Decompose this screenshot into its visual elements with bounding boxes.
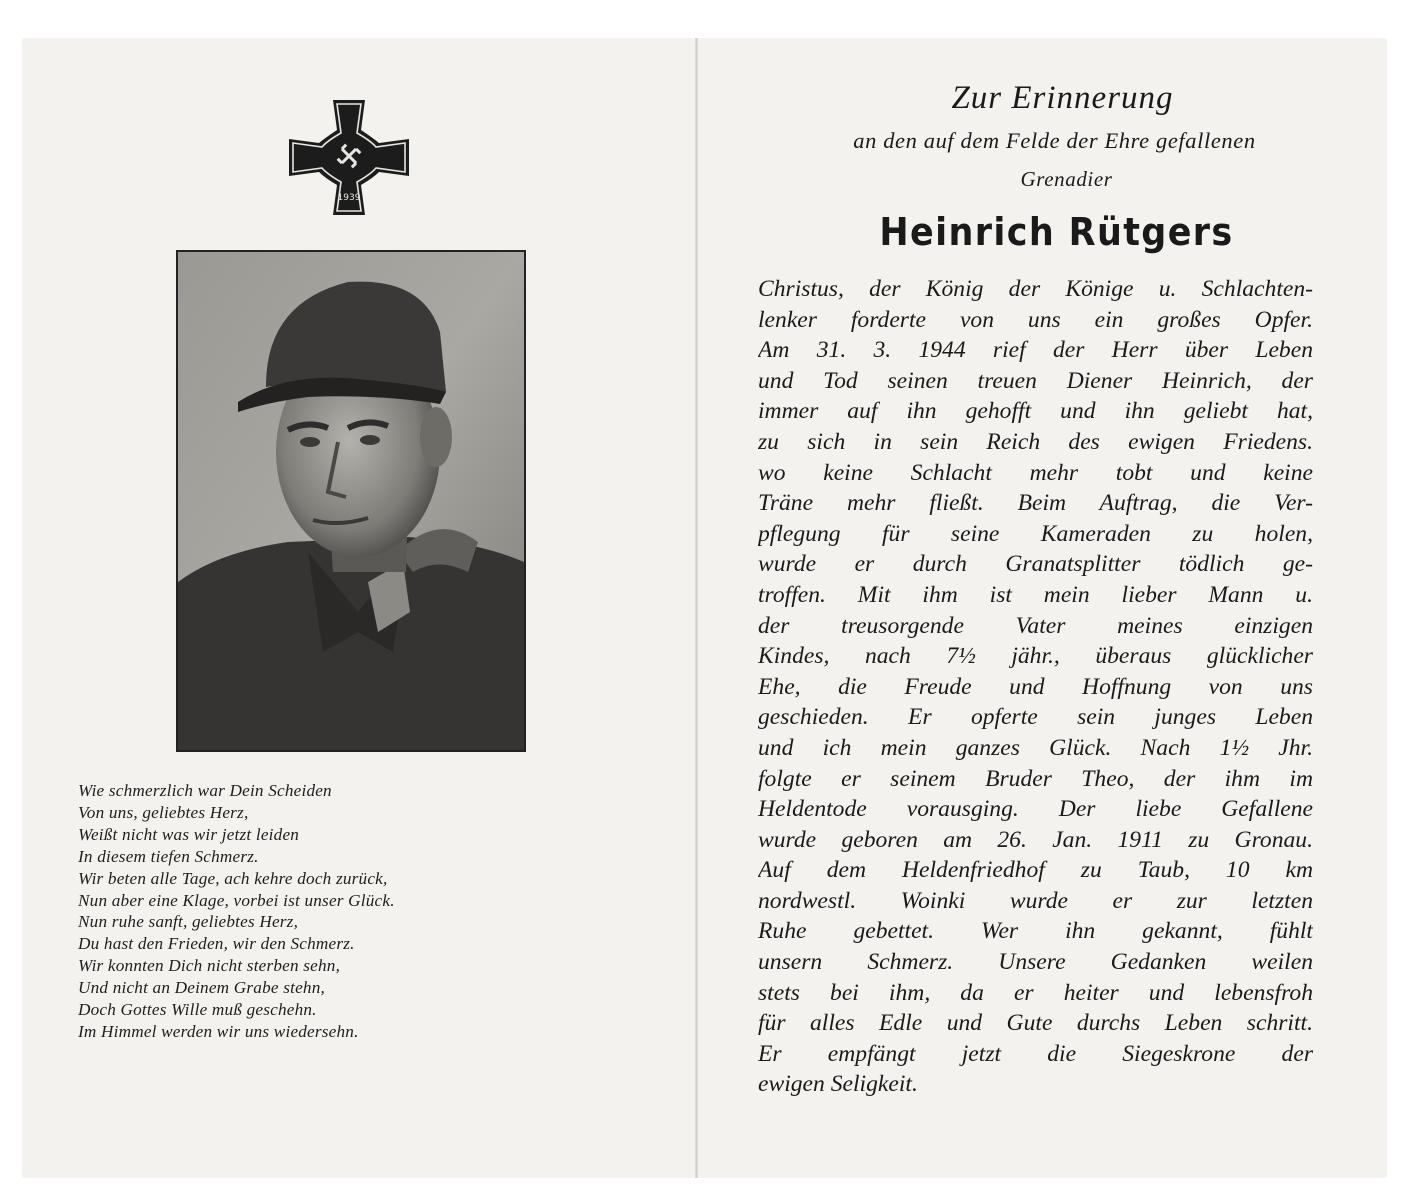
obituary-line: und ich mein ganzes Glück. Nach 1½ Jhr. xyxy=(758,734,1313,761)
poem-line: Weißt nicht was wir jetzt leiden xyxy=(78,824,300,844)
poem-line: Nun aber eine Klage, vorbei ist unser Glück. xyxy=(78,890,395,910)
right-page xyxy=(698,38,1387,1178)
poem-line: Im Himmel werden wir uns wiedersehn. xyxy=(78,1021,359,1041)
obituary-line: Ruhe gebettet. Wer ihn gekannt, fühlt xyxy=(758,918,1313,945)
poem-line: Von uns, geliebtes Herz, xyxy=(78,802,249,822)
obituary-line: ewigen Seligkeit. xyxy=(758,1071,918,1098)
obituary-line: Träne mehr fließt. Beim Auftrag, die Ver- xyxy=(758,490,1313,517)
memorial-subtitle: an den auf dem Felde der Ehre gefallenen xyxy=(853,128,1256,153)
obituary-line: nordwestl. Woinki wurde er zur letzten xyxy=(758,887,1313,914)
obituary-line: Heldentode vorausging. Der liebe Gefallene xyxy=(758,796,1313,823)
memorial-title: Zur Erinnerung xyxy=(951,80,1174,116)
soldier-name: Heinrich Rütgers xyxy=(879,210,1234,254)
obituary-line: wurde er durch Granatsplitter tödlich ge- xyxy=(758,551,1313,578)
poem-line: In diesem tiefen Schmerz. xyxy=(78,846,259,866)
obituary-line: der treusorgende Vater meines einzigen xyxy=(758,612,1313,639)
obituary-line: Auf dem Heldenfriedhof zu Taub, 10 km xyxy=(758,857,1313,884)
obituary-line: wo keine Schlacht mehr tobt und keine xyxy=(758,459,1313,486)
poem xyxy=(78,780,558,1043)
poem-line: Nun ruhe sanft, geliebtes Herz, xyxy=(78,912,299,932)
cross-year: 1939 xyxy=(337,193,361,203)
obituary-line: für alles Edle und Gute durchs Leben schritt. xyxy=(758,1010,1313,1037)
obituary-line: zu sich in sein Reich des ewigen Friedens. xyxy=(758,428,1313,455)
portrait-photo xyxy=(176,250,526,752)
obituary-line: unsern Schmerz. Unsere Gedanken weilen xyxy=(758,949,1313,976)
obituary-line: pflegung für seine Kameraden zu holen, xyxy=(758,520,1313,547)
poem-line: Wir konnten Dich nicht sterben sehn, xyxy=(78,956,341,976)
poem-line: Wir beten alle Tage, ach kehre doch zurück, xyxy=(78,868,388,888)
obituary-line: Christus, der König der Könige u. Schlachten- xyxy=(758,276,1313,302)
obituary-line: wurde geboren am 26. Jan. 1911 zu Gronau. xyxy=(758,826,1313,853)
poem-line: Wie schmerzlich war Dein Scheiden xyxy=(78,781,332,800)
obituary-line: Er empfängt jetzt die Siegeskrone der xyxy=(758,1040,1313,1067)
obituary-line: und Tod seinen treuen Diener Heinrich, der xyxy=(758,367,1313,394)
poem-line: Du hast den Frieden, wir den Schmerz. xyxy=(78,934,355,954)
obituary-line: immer auf ihn gehofft und ihn geliebt hat, xyxy=(758,398,1313,425)
rank-label: Grenadier xyxy=(1020,167,1113,191)
obituary-line: stets bei ihm, da er heiter und lebensfroh xyxy=(758,979,1313,1006)
left-page xyxy=(22,38,695,1178)
obituary-line: Am 31. 3. 1944 rief der Herr über Leben xyxy=(758,337,1313,364)
poem-line: Doch Gottes Wille muß geschehn. xyxy=(78,1000,317,1020)
obituary-line: geschieden. Er opferte sein junges Leben xyxy=(758,704,1313,731)
obituary-line: Ehe, die Freude und Hoffnung von uns xyxy=(758,673,1313,700)
poem-line: Und nicht an Deinem Grabe stehn, xyxy=(78,978,325,998)
obituary-text xyxy=(758,274,1313,1100)
obituary-line: lenker forderte von uns ein großes Opfer. xyxy=(758,306,1313,333)
obituary-line: Kindes, nach 7½ jähr., überaus glücklicher xyxy=(758,643,1313,670)
obituary-line: folgte er seinem Bruder Theo, der ihm im xyxy=(758,765,1313,792)
obituary-line: troffen. Mit ihm ist mein lieber Mann u. xyxy=(758,581,1313,608)
iron-cross-icon xyxy=(289,100,409,215)
memorial-card xyxy=(22,38,1387,1178)
